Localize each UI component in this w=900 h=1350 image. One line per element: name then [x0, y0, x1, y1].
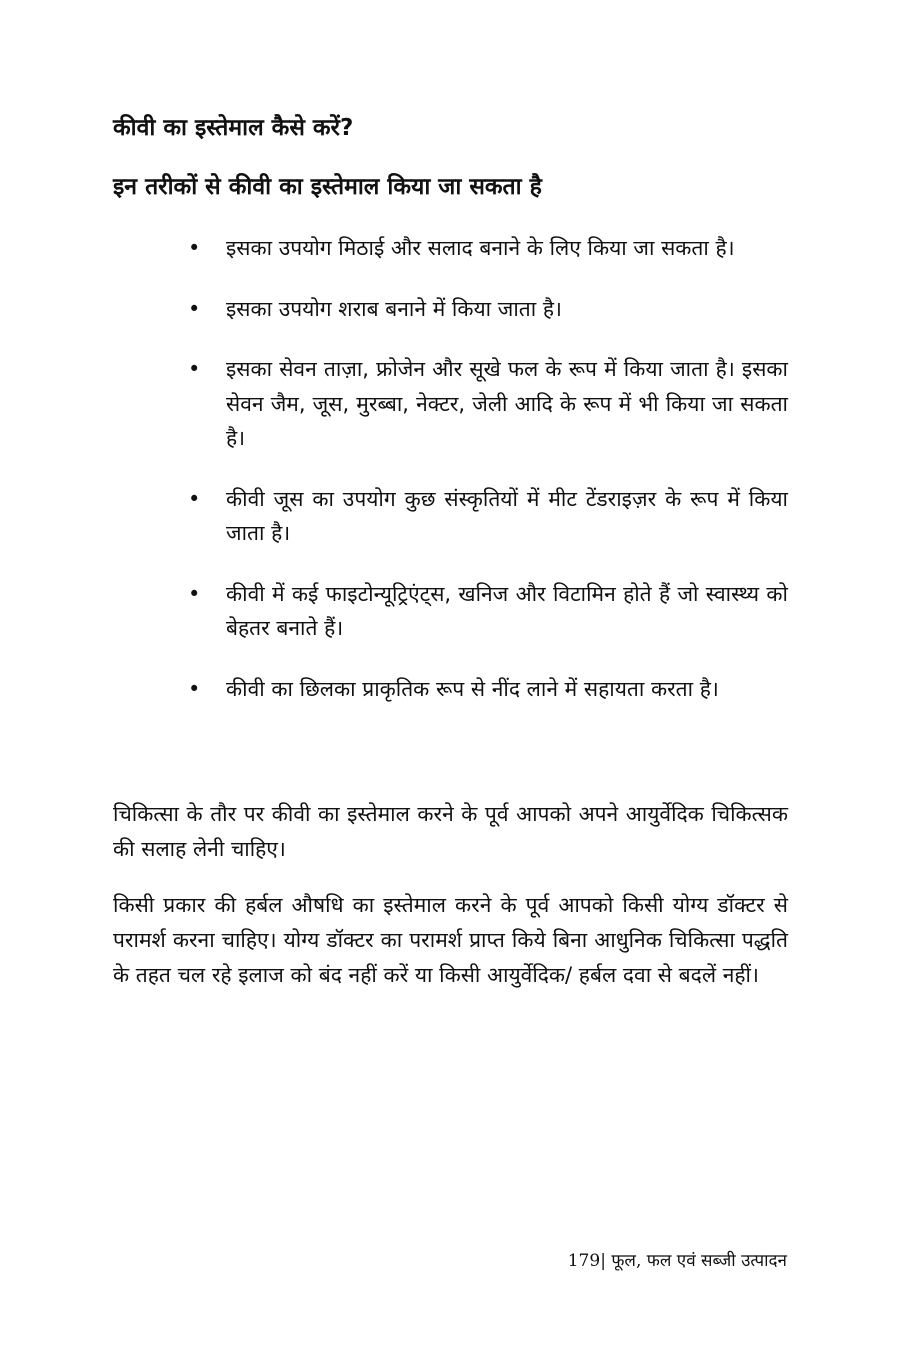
page-footer [568, 1250, 787, 1272]
list-item-text: कीवी जूस का उपयोग कुछ संस्कृतियों में मीट टेंडराइज़र के रूप में किया जाता है। [226, 486, 788, 545]
book-title: फूल, फल एवं सब्जी उत्पादन [605, 1251, 787, 1271]
bullet-icon: • [188, 296, 201, 321]
list-item [183, 672, 788, 707]
disclaimer-paragraph: किसी प्रकार की हर्बल औषधि का इस्तेमाल करने के पूर्व आपको किसी योग्य डॉक्टर से परामर्श करना चाहिए। योग्य डॉक्टर का परामर्श प्राप्त किये बिना आधुनिक चिकित्सा पद्धति के तहत चल रहे इलाज को बंद नहीं करें या किसी आयुर्वेदिक/ हर्बल दवा से बदलें नहीं। [113, 893, 788, 987]
list-item [183, 292, 788, 327]
bullet-icon: • [188, 581, 201, 606]
list-item-text: कीवी में कई फाइटोन्यूट्रिएंट्स, खनिज और विटामिन होते हैं जो स्वास्थ्य को बेहतर बनाते हैं। [226, 581, 788, 640]
list-item-text: इसका सेवन ताज़ा, फ्रोजेन और सूखे फल के रूप में किया जाता है। इसका सेवन जैम, जूस, मुरब्बा, नेक्टर, जेली आदि के रूप में भी किया जा सकता है। [226, 357, 788, 450]
list-item-text: इसका उपयोग शराब बनाने में किया जाता है। [226, 296, 563, 321]
list-item-text: इसका उपयोग मिठाई और सलाद बनाने के लिए किया जा सकता है। [226, 236, 735, 260]
page-number: 179 [567, 1251, 601, 1271]
bullet-icon: • [188, 486, 201, 511]
bullet-icon: • [188, 676, 201, 701]
bullet-icon: • [188, 357, 201, 381]
section-subheading: इन तरीकों से कीवी का इस्तेमाल किया जा सकता है [113, 174, 542, 200]
advice-paragraph: चिकित्सा के तौर पर कीवी का इस्तेमाल करने के पूर्व आपको अपने आयुर्वेदिक चिकित्सक की सलाह लेनी चाहिए। [113, 802, 788, 861]
list-item [183, 577, 788, 646]
list-item [183, 231, 788, 266]
list-item [183, 482, 788, 551]
list-item [183, 352, 788, 456]
bullet-icon: • [188, 236, 201, 260]
bullet-list [183, 231, 788, 732]
footer-separator: | [600, 1251, 606, 1271]
section-heading: कीवी का इस्तेमाल कैसे करें? [113, 115, 354, 141]
list-item-text: कीवी का छिलका प्राकृतिक रूप से नींद लाने में सहायता करता है। [226, 676, 719, 701]
